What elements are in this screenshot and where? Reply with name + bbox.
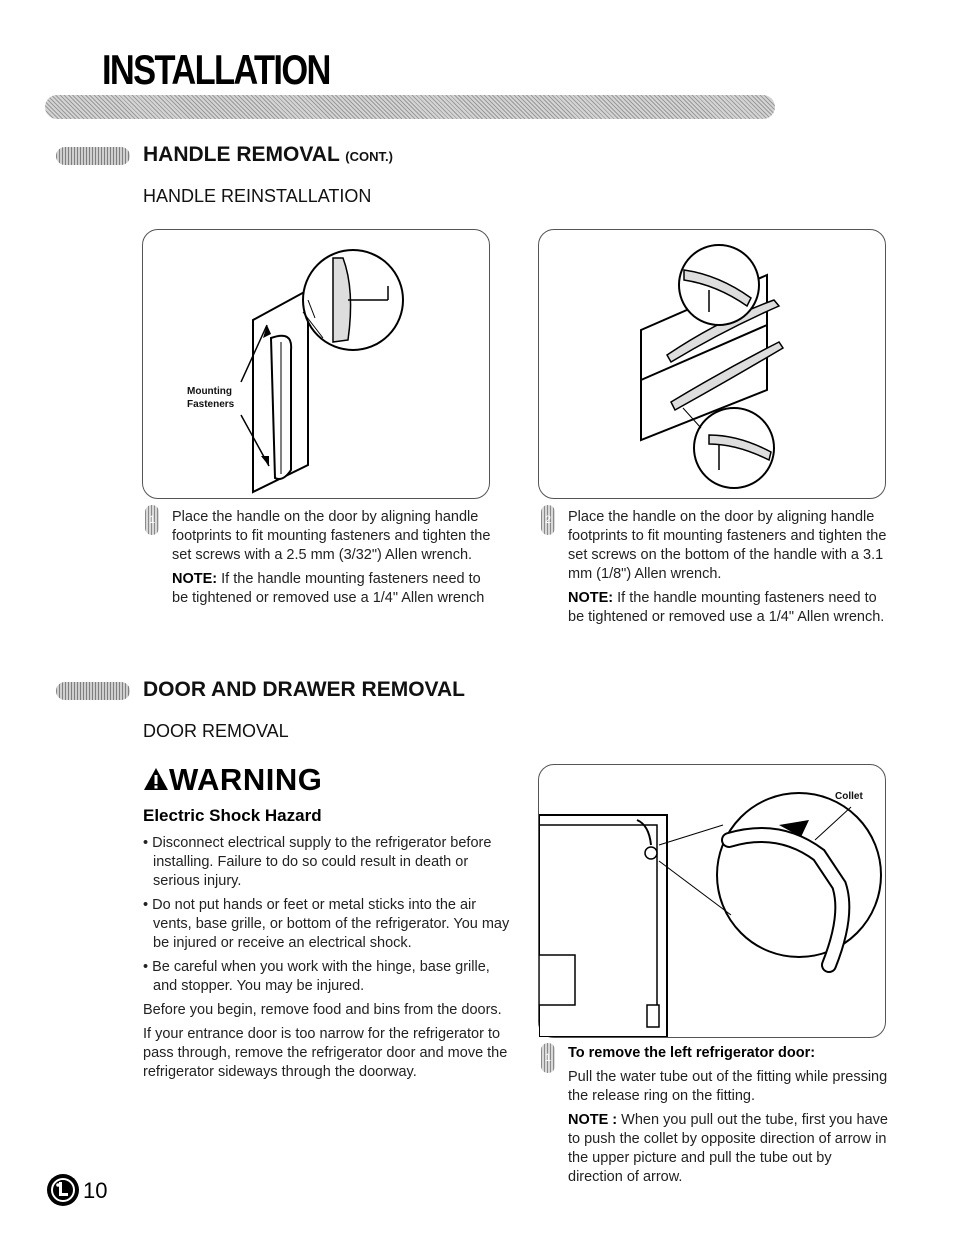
warning-paragraph: If your entrance door is too narrow for the refrigerator to pass through, remove the refrigerator door and move the refrigerator sideways through the doorway. [143,1026,508,1080]
note-label: NOTE: [568,590,614,606]
figure-water-tube [538,764,886,1038]
section-title-suffix: (CONT.) [345,149,393,164]
step-2-note [568,589,893,627]
title-bar-decoration [45,95,775,119]
water-tube-illustration [539,765,885,1037]
hazard-title: Electric Shock Hazard [143,806,322,825]
warning-triangle-icon [143,767,169,791]
note-text: If the handle mounting fasteners need to be tightened or removed use a 1/4" Allen wrench [172,571,485,606]
step-badge-2: 2 [541,505,555,535]
note-label: NOTE: [172,571,218,587]
subtitle-door-removal: DOOR REMOVAL [143,721,289,741]
page-number: 10 [83,1178,108,1203]
warning-text-block [143,834,511,1087]
figure-handle-left [142,229,490,499]
warning-bullet: • Be careful when you work with the hinge, base grille, and stopper. You may be injured. [143,959,490,994]
step-badge-1: 1 [145,505,159,535]
step-2-text-block [568,508,893,632]
note-label: NOTE : [568,1112,618,1128]
section-title-text: HANDLE REMOVAL [143,143,340,166]
lg-logo-icon [46,1173,80,1207]
note-text: If the handle mounting fasteners need to be tightened or removed use a 1/4" Allen wrench. [568,590,885,625]
step-1-text: Place the handle on the door by aligning handle footprints to fit mounting fasteners and tighten the set screws with a 2.5 mm (3/32") Allen wrench. [172,509,491,563]
figure-callout-mounting-fasteners: Mounting Fasteners [187,386,235,410]
section-marker [56,682,130,700]
figure-handle-right [538,229,886,499]
page-title: INSTALLATION [102,46,330,93]
door-handle-illustration [143,230,489,498]
lg-logo [46,1173,80,1212]
section-title-handle-removal [143,143,393,167]
step-3-heading-text: To remove the left refrigerator door: [568,1045,816,1061]
step-badge-3: 1 [541,1043,555,1073]
step-3-text-block [568,1044,888,1192]
warning-bullet: • Do not put hands or feet or metal sticks into the air vents, base grille, or bottom of the refrigerator. You may be injured or receive an electrical shock. [143,897,510,951]
note-text: When you pull out the tube, first you have to push the collet by opposite direction of arrow in the upper picture and pull the tube out by direction of arrow. [568,1112,888,1185]
section-title-door-drawer-removal: DOOR AND DRAWER REMOVAL [143,678,465,701]
step-2-text: Place the handle on the door by aligning handle footprints to fit mounting fasteners and tighten the set screws on the bottom of the handle with a 3.1 mm (1/8") Allen wrench. [568,509,887,582]
warning-title [143,762,322,798]
step-3-heading [568,1044,888,1063]
warning-paragraph: Before you begin, remove food and bins from the doors. [143,1002,502,1018]
step-1-text-block [172,508,494,613]
subtitle-handle-reinstallation: HANDLE REINSTALLATION [143,186,372,206]
warning-bullet: • Disconnect electrical supply to the refrigerator before installing. Failure to do so could result in death or serious injury. [143,835,492,889]
drawer-handle-illustration [539,230,885,498]
figure-callout-collet: Collet [835,791,863,802]
warning-title-text: WARNING [169,762,323,797]
step-1-note [172,570,494,608]
step-3-note [568,1111,888,1187]
section-marker [56,147,130,165]
step-3-text: Pull the water tube out of the fitting while pressing the release ring on the fitting. [568,1069,888,1104]
